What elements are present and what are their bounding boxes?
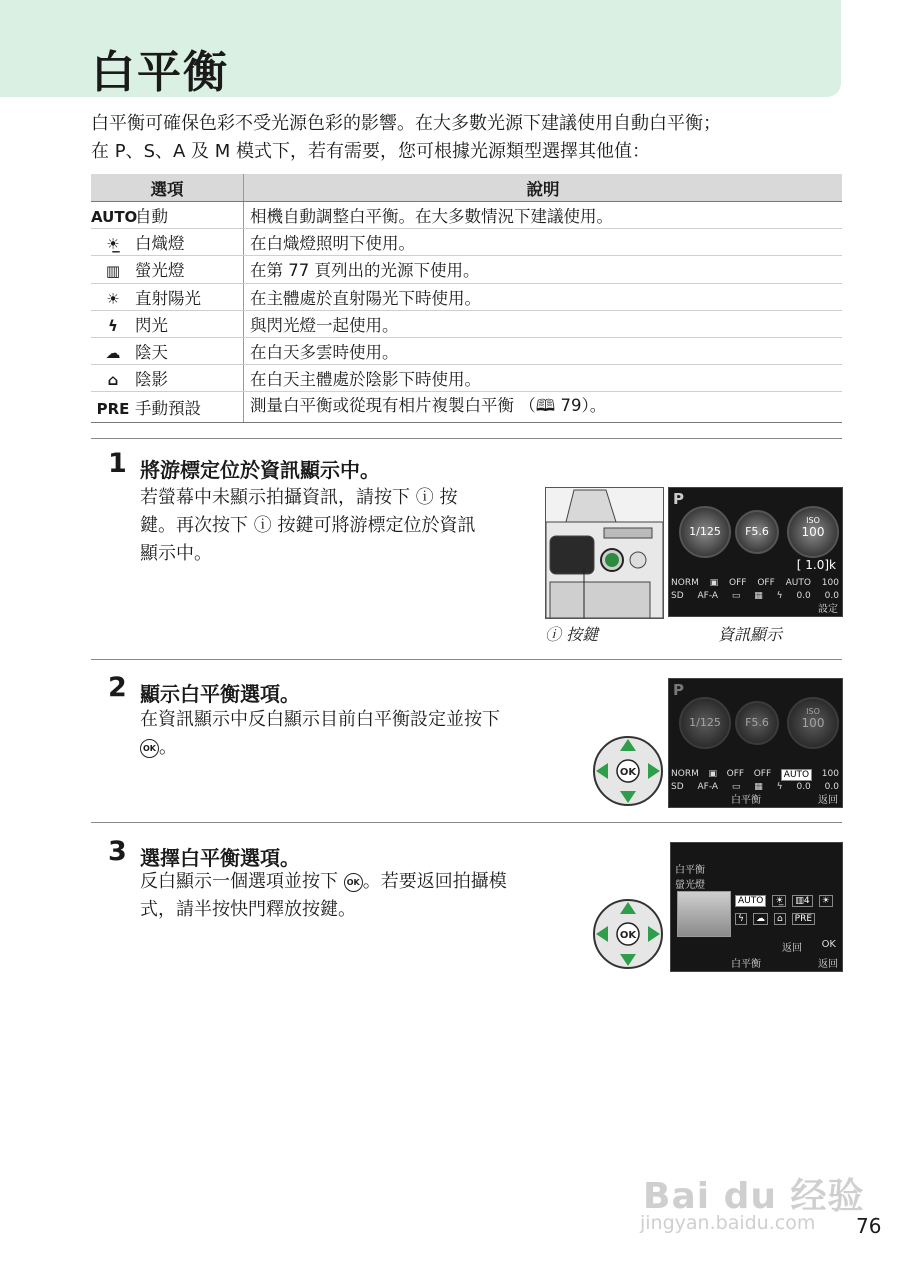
table-row [91,229,842,256]
wb-symbol-icon: AUTO [91,208,138,227]
svg-text:OK: OK [619,930,637,941]
step-body-line: 鍵。再次按下 ⓘ 按鍵可將游標定位於資訊 [140,515,476,536]
table-header [91,174,842,202]
ok-button-icon: OK [140,739,159,758]
description-cell: 與閃光燈一起使用。 [244,310,843,337]
iso-value: 100 [801,716,825,730]
preview-image [677,891,731,937]
back-label: 返回 [818,959,838,970]
wb-symbol-icon: ☁ [105,344,121,363]
exposure-comp-value[interactable]: 0.0 [824,591,839,601]
option-cell [91,256,244,283]
table-row [91,337,842,364]
flash-value[interactable]: ϟ [776,782,783,792]
hdr-value[interactable]: OFF [753,769,772,779]
back-label: 返回 [818,795,838,806]
menu-subtitle: 螢光燈 [675,880,705,891]
intro-text [91,110,851,166]
iso-dial [787,506,839,558]
ok-button-icon: OK [344,873,363,892]
wb-symbol-icon: ☀̲ [106,235,120,254]
table-row [91,256,842,283]
metering-value[interactable]: ▦ [754,591,763,601]
description-cell: 相機自動調整白平衡。在大多數情況下建議使用。 [244,202,843,229]
menu-ok-label: OK [821,939,836,950]
frames-remaining: [ 1.0]k [796,558,836,572]
table-row [91,202,842,229]
wb-option-flash[interactable]: ϟ [735,913,747,925]
af-mode-value[interactable]: AF-A [697,591,719,601]
page-title: 白平衡 [91,47,229,98]
step-heading: 將游標定位於資訊顯示中。 [140,458,380,482]
step-heading: 顯示白平衡選項。 [140,682,300,706]
multi-selector-icon [592,735,664,807]
header-description: 說明 [244,174,843,202]
description-cell: 在主體處於直射陽光下時使用。 [244,283,843,310]
mode-indicator: P [673,681,684,699]
wb-options-row-1 [735,895,833,907]
table-row [91,283,842,310]
card-value[interactable]: SD [671,782,684,792]
shutter-dial: 1/125 [679,506,731,558]
flash-value[interactable]: ϟ [776,591,783,601]
step-body [140,706,500,762]
option-name: 陰影 [135,370,168,390]
wb-option-preset[interactable]: PRE [792,913,815,925]
set-label: 設定 [818,604,838,615]
wb-option-cloudy[interactable]: ☁ [753,913,768,925]
step-body [140,484,475,568]
option-cell [91,365,244,392]
wb-symbol-icon: PRE [96,400,130,419]
menu-back-label: 返回 [782,943,802,954]
iso-dial [787,697,839,749]
info-display-screen-wb [668,678,843,808]
wb-option-shade[interactable]: ⌂ [774,913,786,925]
exposure-comp-value[interactable]: 0.0 [824,782,839,792]
aperture-dial: F5.6 [735,701,779,745]
screen-caption: 資訊顯示 [718,625,783,644]
option-name: 閃光 [135,315,168,335]
step-number: 3 [108,836,127,867]
step-body-line: 若螢幕中未顯示拍攝資訊，請按下 ⓘ 按 [140,487,458,508]
step-number: 2 [108,672,127,703]
bracket-value[interactable]: OFF [729,578,747,588]
metering-value[interactable]: ▦ [754,782,763,792]
camera-illustration [545,487,664,619]
camera-back-drawing [546,488,663,618]
option-name: 螢光燈 [135,261,185,281]
wb-label: 白平衡 [731,959,761,970]
watermark-logo: Bai du 经验 [643,1176,865,1217]
multi-selector-icon [592,898,664,970]
wb-value[interactable]: AUTO [785,578,811,588]
iso-label: ISO [806,516,820,525]
wb-option-sunlight[interactable]: ☀ [819,895,833,907]
step-body-line: 顯示中。 [140,543,212,564]
size-value[interactable]: ▣ [708,769,717,779]
description-cell: 測量白平衡或從現有相片複製白平衡 （🕮 79）。 [244,392,843,423]
af-mode-value[interactable]: AF-A [697,782,719,792]
settings-row-1 [671,769,839,781]
wb-symbol-icon: ϟ [108,316,118,335]
size-value[interactable]: ▣ [709,578,719,588]
description-cell: 在第 77 頁列出的光源下使用。 [244,256,843,283]
step-body-line [140,868,507,896]
white-balance-table [91,174,842,423]
button-caption: ⓘ 按鍵 [545,625,599,644]
bracket-value[interactable]: OFF [726,769,745,779]
quality-value[interactable]: NORM [671,578,699,588]
intro-line-2: 在 P、S、A 及 M 模式下，若有需要，您可根據光源類型選擇其他值： [91,141,651,162]
page-number: 76 [856,1214,882,1238]
table-row [91,392,842,423]
iso-setting-value[interactable]: 100 [821,769,839,779]
option-name: 自動 [135,207,168,227]
step-body-line: 在資訊顯示中反白顯示目前白平衡設定並按下 [140,709,500,730]
watermark-url: jingyan.baidu.com [640,1212,816,1234]
aperture-dial: F5.6 [735,510,779,554]
step-heading: 選擇白平衡選項。 [140,846,300,870]
wb-option-incandescent[interactable]: ☀̲ [772,895,786,907]
step-body-line: 式，請半按快門釋放按鍵。 [140,899,356,920]
step-body-line [140,734,500,762]
step-separator [91,822,842,823]
option-cell [91,283,244,310]
area-value[interactable]: ▭ [731,782,741,792]
svg-text:OK: OK [619,767,637,778]
step-body-text: 反白顯示一個選項並按下 [140,871,338,892]
iso-setting-value[interactable]: 100 [821,578,839,588]
wb-menu-screen [670,842,843,972]
settings-row-1 [671,578,839,588]
flash-comp-value[interactable]: 0.0 [796,782,811,792]
iso-label: ISO [806,707,820,716]
option-name: 直射陽光 [135,288,201,308]
wb-options-row-2 [735,913,815,925]
option-cell [91,337,244,364]
option-cell [91,202,244,229]
quality-value[interactable]: NORM [671,769,699,779]
wb-option-fluorescent[interactable]: ▥4 [792,895,812,907]
wb-value-highlighted[interactable]: AUTO [781,769,812,781]
wb-symbol-icon: ⌂ [107,371,119,390]
header-option: 選項 [91,174,244,202]
option-cell [91,310,244,337]
shutter-dial: 1/125 [679,697,731,749]
wb-symbol-icon: ☀ [106,289,120,308]
hdr-value[interactable]: OFF [757,578,775,588]
step-body-text: 。若要返回拍攝模 [362,871,507,892]
step-separator [91,659,842,660]
menu-title: 白平衡 [675,865,705,876]
wb-label: 白平衡 [731,795,761,806]
step-body [140,868,507,924]
option-name: 手動預設 [135,399,201,419]
settings-row-2 [671,591,839,601]
table-row [91,365,842,392]
option-name: 陰天 [135,343,168,363]
mode-indicator: P [673,490,684,508]
option-cell [91,392,244,423]
step-number: 1 [108,448,127,479]
description-cell: 在白熾燈照明下使用。 [244,229,843,256]
step-separator [91,438,842,439]
wb-option-auto[interactable]: AUTO [735,895,766,907]
intro-line-1: 白平衡可確保色彩不受光源色彩的影響。在大多數光源下建議使用自動白平衡； [91,113,721,134]
description-cell: 在白天多雲時使用。 [244,337,843,364]
step-body-text: 。 [159,737,177,758]
info-display-screen [668,487,843,617]
card-value[interactable]: SD [671,591,684,601]
description-cell: 在白天主體處於陰影下時使用。 [244,365,843,392]
table-row [91,310,842,337]
wb-symbol-icon: ▥ [105,262,121,281]
option-cell [91,229,244,256]
iso-value: 100 [801,525,825,539]
area-value[interactable]: ▭ [731,591,741,601]
option-name: 白熾燈 [135,234,185,254]
flash-comp-value[interactable]: 0.0 [796,591,811,601]
